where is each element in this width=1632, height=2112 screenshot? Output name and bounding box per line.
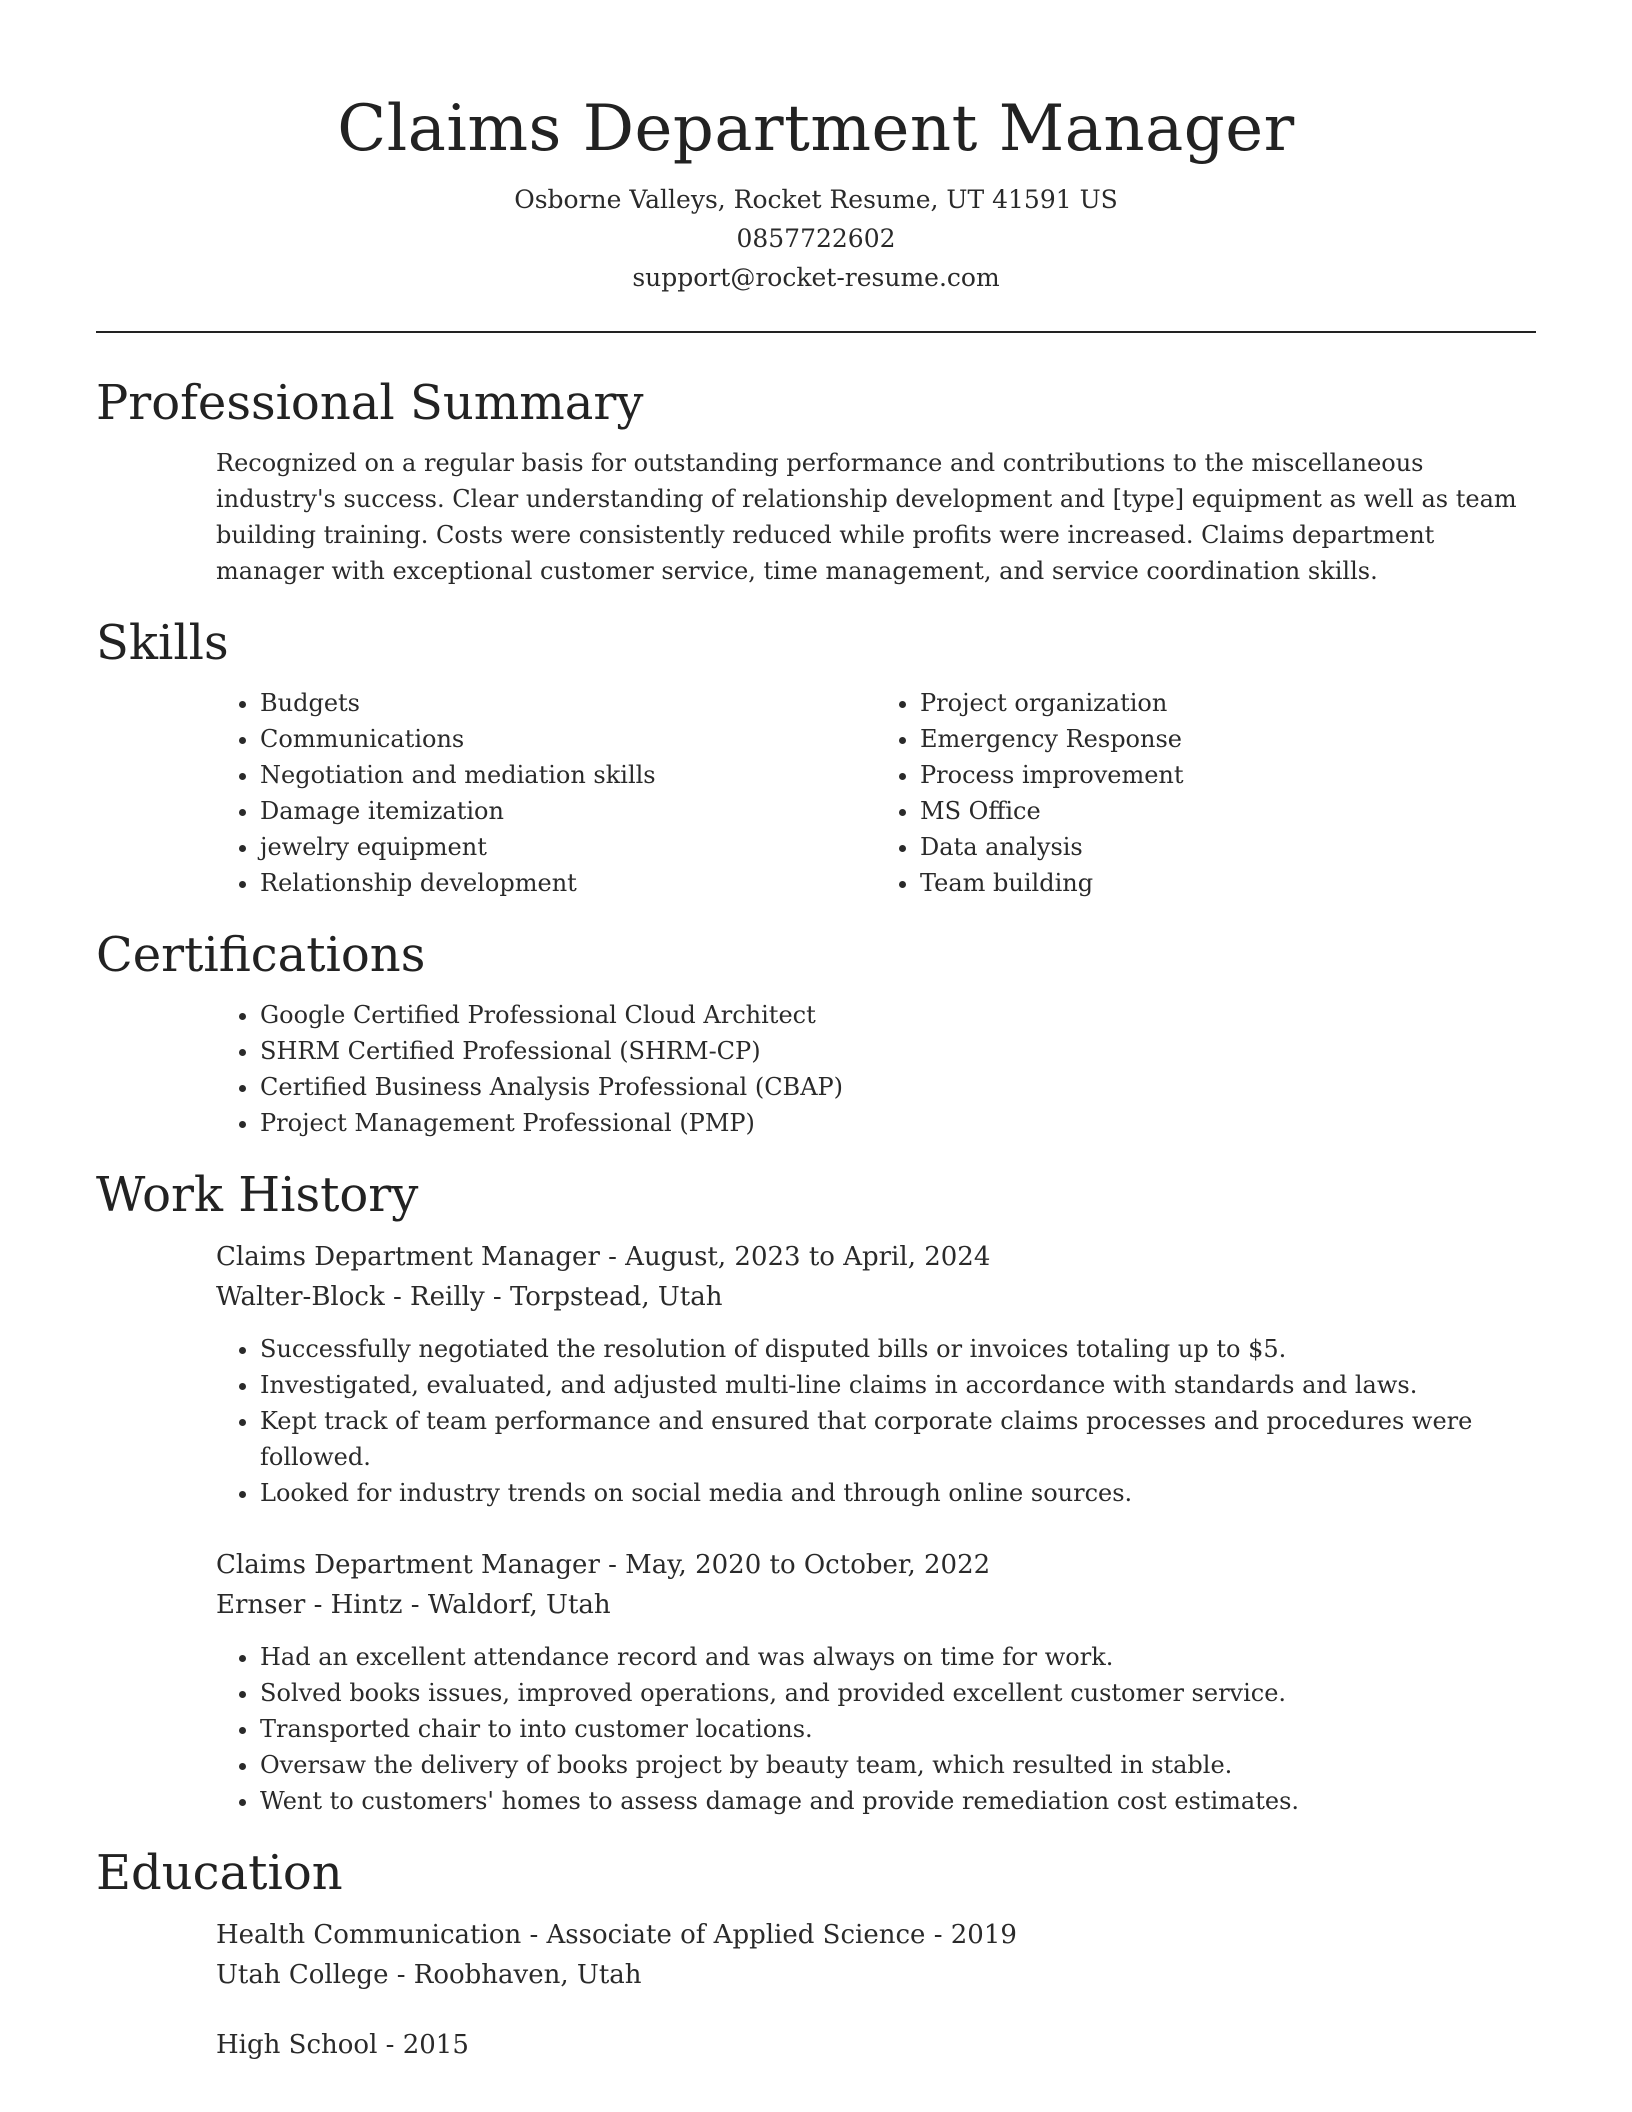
education-degree: Health Communication - Associate of Applied Science - 2019 bbox=[216, 1920, 1017, 1950]
job-bullet: • Solved books issues, improved operations, and provided excellent customer service. bbox=[260, 1675, 1536, 1711]
skills-body bbox=[96, 685, 1536, 901]
job-entry bbox=[216, 1545, 1536, 1819]
job-company: Ernser - Hintz - Waldorf, Utah bbox=[216, 1590, 611, 1620]
job-bullet: • Looked for industry trends on social media and through online sources. bbox=[260, 1475, 1536, 1511]
certifications-body bbox=[96, 997, 1536, 1141]
job-bullet: • Transported chair to into customer locations. bbox=[260, 1711, 1536, 1747]
certification-item: • Google Certified Professional Cloud Architect bbox=[260, 997, 1536, 1033]
skills-list-right bbox=[876, 685, 1536, 901]
job-bullets bbox=[216, 1331, 1536, 1511]
skill-item: • Relationship development bbox=[260, 865, 876, 901]
skill-item: • Communications bbox=[260, 721, 876, 757]
skill-item: • jewelry equipment bbox=[260, 829, 876, 865]
skills-grid bbox=[216, 685, 1536, 901]
contact-info bbox=[96, 180, 1536, 297]
skills-section bbox=[96, 611, 1536, 901]
certification-item: • SHRM Certified Professional (SHRM-CP) bbox=[260, 1033, 1536, 1069]
job-company: Walter-Block - Reilly - Torpstead, Utah bbox=[216, 1282, 723, 1312]
education-entry bbox=[216, 2025, 1536, 2065]
certification-item: • Project Management Professional (PMP) bbox=[260, 1105, 1536, 1141]
skill-item: • Data analysis bbox=[920, 829, 1536, 865]
education-section bbox=[96, 1841, 1536, 2065]
job-bullet: • Investigated, evaluated, and adjusted multi-line claims in accordance with standards and laws. bbox=[260, 1367, 1536, 1403]
education-entry bbox=[216, 1915, 1536, 1995]
job-entry bbox=[216, 1237, 1536, 1511]
certifications-heading: Certifications bbox=[96, 927, 426, 983]
skill-item: • Damage itemization bbox=[260, 793, 876, 829]
education-heading: Education bbox=[96, 1845, 343, 1901]
skills-list-left bbox=[216, 685, 876, 901]
summary-text: Recognized on a regular basis for outstanding performance and contributions to the miscellaneous industry's success. Clear understanding of relationship development and [type] equipment as well as team building training. Costs were consistently reduced while profits were increased. Claims department manager with exceptional customer service, time management, and service coordination skills. bbox=[216, 449, 1517, 585]
work-history-section bbox=[96, 1163, 1536, 1819]
skill-item: • Process improvement bbox=[920, 757, 1536, 793]
contact-phone: 0857722602 bbox=[736, 224, 896, 253]
job-bullets bbox=[216, 1639, 1536, 1819]
work-history-body bbox=[96, 1237, 1536, 1819]
job-bullet: • Kept track of team performance and ensured that corporate claims processes and procedures were followed. bbox=[260, 1403, 1536, 1475]
skills-heading: Skills bbox=[96, 615, 229, 671]
job-bullet: • Successfully negotiated the resolution of disputed bills or invoices totaling up to $5. bbox=[260, 1331, 1536, 1367]
skill-item: • Budgets bbox=[260, 685, 876, 721]
skill-item: • Project organization bbox=[920, 685, 1536, 721]
job-title: Claims Department Manager - May, 2020 to October, 2022 bbox=[216, 1550, 991, 1580]
skill-item: • Team building bbox=[920, 865, 1536, 901]
header-divider bbox=[96, 331, 1536, 333]
education-school: Utah College - Roobhaven, Utah bbox=[216, 1960, 642, 1990]
contact-email: support@rocket-resume.com bbox=[632, 263, 1000, 292]
summary-section bbox=[96, 371, 1536, 589]
job-bullet: • Had an excellent attendance record and was always on time for work. bbox=[260, 1639, 1536, 1675]
certification-item: • Certified Business Analysis Professional (CBAP) bbox=[260, 1069, 1536, 1105]
certifications-list bbox=[216, 997, 1536, 1141]
education-degree: High School - 2015 bbox=[216, 2030, 469, 2060]
job-bullet: • Went to customers' homes to assess damage and provide remediation cost estimates. bbox=[260, 1783, 1536, 1819]
summary-heading: Professional Summary bbox=[96, 375, 644, 431]
skill-item: • MS Office bbox=[920, 793, 1536, 829]
certifications-section bbox=[96, 923, 1536, 1141]
contact-address: Osborne Valleys, Rocket Resume, UT 41591 US bbox=[514, 185, 1118, 214]
education-body bbox=[96, 1915, 1536, 2065]
candidate-name: Claims Department Manager bbox=[337, 92, 1295, 166]
skill-item: • Negotiation and mediation skills bbox=[260, 757, 876, 793]
resume-header bbox=[96, 0, 1536, 297]
job-title: Claims Department Manager - August, 2023 to April, 2024 bbox=[216, 1242, 991, 1272]
job-bullet: • Oversaw the delivery of books project by beauty team, which resulted in stable. bbox=[260, 1747, 1536, 1783]
skill-item: • Emergency Response bbox=[920, 721, 1536, 757]
work-history-heading: Work History bbox=[96, 1167, 419, 1223]
